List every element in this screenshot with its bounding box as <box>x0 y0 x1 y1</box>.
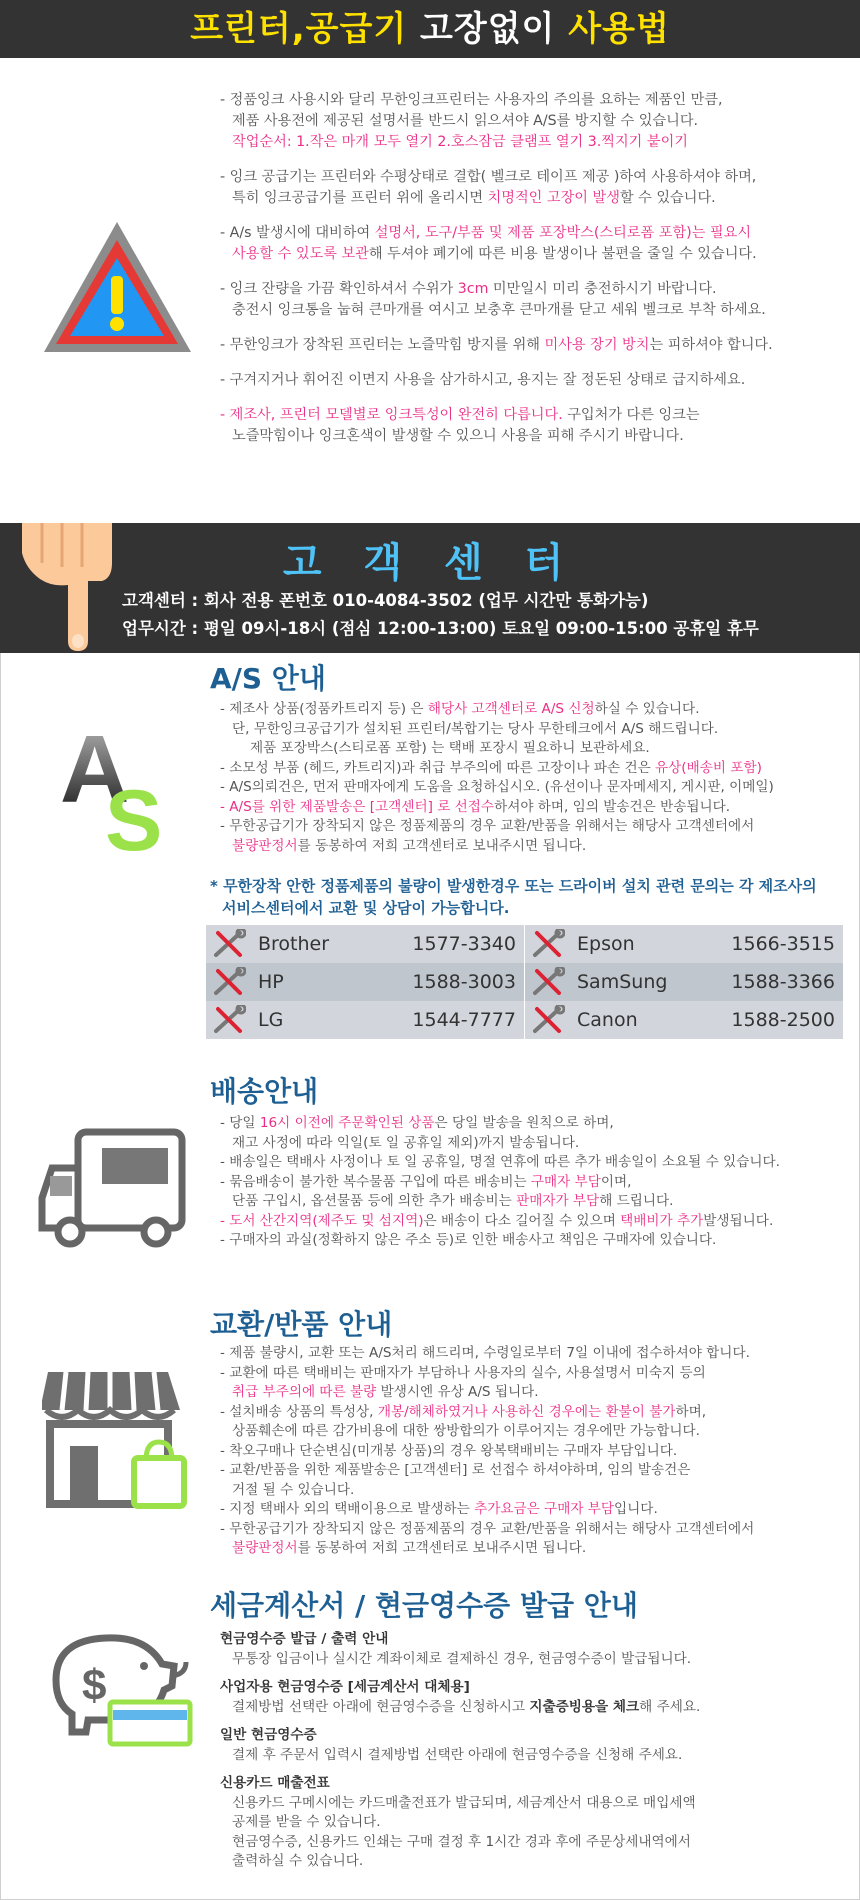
tools-icon <box>531 967 565 997</box>
note-text: - 잉크 잔량을 가끔 확인하셔서 수위가 3cm 미만일시 미리 충전하시기 바랍니다. <box>220 281 717 297</box>
tax-heading: 일반 현금영수증 <box>220 1727 317 1743</box>
maker-row <box>525 1001 843 1039</box>
exchange-title: 교환/반품 안내 <box>210 1308 393 1341</box>
note-text: 충전시 잉크통을 눕혀 큰마개를 여시고 보충후 큰마개를 닫고 세워 벨크로 부착 하세요. <box>232 302 766 318</box>
shipping-line: - 구매자의 과실(정확하지 않은 주소 등)로 인한 배송사고 책임은 구매자에 있습니다. <box>220 1232 717 1248</box>
as-line: - 소모성 부품 (헤드, 카트리지)과 취급 부주의에 따른 고장이나 파손 건은 유상(배송비 포함) <box>220 759 762 776</box>
tax-heading: 사업자용 현금영수증 [세금계산서 대체용] <box>220 1679 470 1695</box>
exchange-line: - 설치배송 상품의 특성상, 개봉/해체하였거나 사용하신 경우에는 환불이 불가하며, <box>220 1403 707 1420</box>
exchange-body <box>220 1344 830 1559</box>
as-line: - A/S의뢰건은, 먼저 판매자에게 도움을 요청하십시오. (유선이나 문자메세지, 게시판, 이메일) <box>220 779 774 795</box>
exchange-line: 거절 될 수 있습니다. <box>232 1481 355 1498</box>
maker-phone: 1588-2500 <box>731 1009 835 1031</box>
tools-icon <box>212 1005 246 1035</box>
caution-note <box>220 90 830 153</box>
exchange-line: - 교환/반품을 위한 제품발송은 [고객센터] 로 선접수 하셔야하며, 임의 발송건은 <box>220 1462 691 1478</box>
tax-line: 출력하실 수 있습니다. <box>232 1853 364 1869</box>
tools-icon <box>212 929 246 959</box>
maker-name: HP <box>258 971 284 993</box>
tools-icon <box>531 1005 565 1035</box>
as-line: - 제조사 상품(정품카트리지 등) 은 해당사 고객센터로 A/S 신청하실 수 있습니다. <box>220 701 700 717</box>
note-text: - 구겨지거나 휘어진 이면지 사용을 삼가하시고, 용지는 잘 정돈된 상태로 급지하세요. <box>220 372 746 388</box>
svg-text:S: S <box>105 773 163 852</box>
tax-line: 결제방법 선택란 아래에 현금영수증을 신청하시고 지출증빙용을 체크해 주세요. <box>232 1698 701 1715</box>
shipping-line: - 당일 16시 이전에 주문확인된 상품은 당일 발송을 원칙으로 하며, <box>220 1115 614 1131</box>
caution-note <box>220 167 830 209</box>
shipping-body <box>220 1114 830 1251</box>
maker-phone: 1566-3515 <box>731 933 835 955</box>
customer-center-banner <box>0 523 860 653</box>
tax-line: 공제를 받을 수 있습니다. <box>232 1814 381 1830</box>
note-text: - 잉크 공급기는 프린터와 수평상태로 결합( 벨크로 테이프 제공 )하여 사용하셔야 하며, <box>220 169 757 185</box>
tools-icon <box>531 929 565 959</box>
exchange-line: - 교환에 따른 택배비는 판매자가 부담하나 사용자의 실수, 사용설명서 미숙지 등의 <box>220 1364 706 1381</box>
caution-note <box>220 279 830 321</box>
as-maker-note <box>210 875 840 919</box>
exchange-line: 취급 부주의에 따른 불량 발생시엔 유상 A/S 됩니다. <box>232 1384 539 1400</box>
as-logo-icon <box>60 722 190 852</box>
shipping-line: - 배송일은 택배사 사정이나 토 일 공휴일, 명절 연휴에 따른 추가 배송일이 소요될 수 있습니다. <box>220 1154 780 1170</box>
tools-icon <box>212 967 246 997</box>
maker-name: Brother <box>258 933 330 955</box>
as-line: 단, 무한잉크공급기가 설치된 프린터/복합기는 당사 무한테크에서 A/S 해드립니다. <box>232 720 719 737</box>
banner-title-part1: 프린터,공급기 <box>190 9 408 49</box>
piggy-bank-card-icon <box>36 1620 196 1750</box>
exchange-line: - 제품 불량시, 교환 또는 A/S처리 해드리며, 수령일로부터 7일 이내에 접수하셔야 합니다. <box>220 1345 750 1361</box>
caution-note <box>220 405 830 447</box>
maker-name: Canon <box>577 1009 638 1031</box>
maker-row <box>206 925 524 963</box>
caution-section <box>0 58 860 523</box>
maker-table-right <box>525 925 843 1039</box>
tax-line: 현금영수증, 신용카드 인쇄는 구매 결정 후 1시간 경과 후에 주문상세내역에서 <box>232 1833 691 1850</box>
maker-name: Epson <box>577 933 635 955</box>
caution-note <box>220 335 830 356</box>
maker-row <box>206 963 524 1001</box>
exchange-line: 불량판정서를 동봉하여 저희 고객센터로 보내주시면 됩니다. <box>232 1540 587 1556</box>
caution-note <box>220 223 830 265</box>
as-title: A/S 안내 <box>210 662 326 695</box>
banner-title <box>190 9 670 49</box>
maker-name: SamSung <box>577 971 668 993</box>
tax-heading: 현금영수증 발급 / 출력 안내 <box>220 1631 389 1647</box>
as-note-line: 서비스센터에서 교환 및 상담이 가능합니다. <box>222 899 510 917</box>
note-text: 사용할 수 있도록 보관해 두셔야 폐기에 따른 비용 발생이나 불편을 줄일 수 있습니다. <box>232 246 757 262</box>
customer-center-phone: 고객센터 : 회사 전용 폰번호 010-4084-3502 (업무 시간만 통화가능) <box>122 591 649 610</box>
maker-name: LG <box>258 1009 284 1031</box>
as-line: - A/S를 위한 제품발송은 [고객센터] 로 선접수하셔야 하며, 임의 발송건은 반송됩니다. <box>220 798 731 815</box>
note-text: 제품 사용전에 제공된 설명서를 반드시 읽으셔야 A/S를 방지할 수 있습니다. <box>232 113 699 129</box>
shipping-title: 배송안내 <box>210 1075 319 1108</box>
maker-row <box>206 1001 524 1039</box>
shipping-line: - 도서 산간지역(제주도 및 섬지역)은 배송이 다소 길어질 수 있으며 택배비가 추가발생됩니다. <box>220 1212 774 1229</box>
as-body <box>220 700 830 856</box>
note-text: - A/s 발생시에 대비하여 설명서, 도구/부품 및 제품 포장박스(스티로폼 포함)는 필요시 <box>220 225 752 241</box>
caution-notes <box>220 90 830 461</box>
tax-line: 무통장 입금이나 실시간 계좌이체로 결제하신 경우, 현금영수증이 발급됩니다. <box>232 1650 692 1667</box>
shipping-line: 재고 사정에 따라 익일(토 일 공휴일 제외)까지 발송됩니다. <box>232 1134 580 1151</box>
customer-center-title: 고 객 센 터 <box>282 540 578 586</box>
shipping-line: 단품 구입시, 옵션물품 등에 의한 추가 배송비는 판매자가 부담해 드립니다. <box>232 1193 674 1209</box>
maker-phone: 1588-3003 <box>412 971 516 993</box>
banner-title-part3: 사용법 <box>568 9 670 49</box>
svg-text:A: A <box>60 722 130 823</box>
work-order-text: 작업순서: 1.작은 마개 모두 열기 2.호스잠금 클램프 열기 3.찍지기 붙이기 <box>232 134 689 150</box>
note-text: 노즐막힘이나 잉크혼색이 발생할 수 있으니 사용을 피해 주시기 바랍니다. <box>232 428 684 444</box>
note-text: 특히 잉크공급기를 프린터 위에 올리시면 치명적인 고장이 발생할 수 있습니다. <box>232 190 716 206</box>
as-line: 불량판정서를 동봉하여 저희 고객센터로 보내주시면 됩니다. <box>232 837 587 854</box>
exchange-line: 상품훼손에 따른 감가비용에 대한 쌍방합의가 이루어지는 경우에만 가능합니다. <box>232 1423 700 1439</box>
warning-triangle-icon <box>40 218 195 358</box>
maker-row <box>525 963 843 1001</box>
maker-phone: 1544-7777 <box>412 1009 516 1031</box>
maker-row <box>525 925 843 963</box>
shipping-line: - 묶음배송이 불가한 복수물품 구입에 따른 배송비는 구매자 부담이며, <box>220 1173 632 1190</box>
as-line: - 무한공급기가 장착되지 않은 정품제품의 경우 교환/반품을 위해서는 해당사 고객센터에서 <box>220 818 755 834</box>
tax-line: 결제 후 주문서 입력시 결제방법 선택란 아래에 현금영수증을 신청해 주세요. <box>232 1746 683 1763</box>
banner-title-part2: 고장없이 <box>420 9 556 49</box>
note-text: - 제조사, 프린터 모델별로 잉크특성이 완전히 다릅니다. 구입처가 다른 잉크는 <box>220 407 700 423</box>
exchange-line: - 무한공급기가 장착되지 않은 정품제품의 경우 교환/반품을 위해서는 해당사 고객센터에서 <box>220 1520 755 1537</box>
top-banner <box>0 0 860 58</box>
store-shopping-bag-icon <box>42 1364 192 1514</box>
note-text: - 무한잉크가 장착된 프린터는 노즐막힘 방지를 위해 미사용 장기 방치는 피하셔야 합니다. <box>220 337 773 353</box>
note-text: - 정품잉크 사용시와 달리 무한잉크프린터는 사용자의 주의를 요하는 제품인 만큼, <box>220 92 723 108</box>
exchange-line: - 지정 택배사 외의 택배이용으로 발생하는 추가요금은 구매자 부담입니다. <box>220 1501 658 1517</box>
maker-table-left <box>206 925 524 1039</box>
tax-title: 세금계산서 / 현금영수증 발급 안내 <box>210 1589 638 1622</box>
as-line: 제품 포장박스(스티로폼 포함) 는 택배 포장시 필요하니 보관하세요. <box>250 740 650 756</box>
as-note-line: * 무한장착 안한 정품제품의 불량이 발생한경우 또는 드라이버 설치 관련 문의는 각 제조사의 <box>210 877 817 895</box>
tax-heading: 신용카드 매출전표 <box>220 1775 330 1791</box>
tax-body <box>220 1630 830 1872</box>
caution-note <box>220 370 830 391</box>
tax-line: 신용카드 구메시에는 카드매출전표가 발급되며, 세금계산서 대용으로 매입세액 <box>232 1794 696 1811</box>
maker-phone: 1588-3366 <box>731 971 835 993</box>
customer-center-hours: 업무시간 : 평일 09시-18시 (점심 12:00-13:00) 토요일 09:00-15:00 공휴일 휴무 <box>122 619 759 638</box>
exchange-line: - 착오구매나 단순변심(미개봉 상품)의 경우 왕복택배비는 구매자 부담입니다. <box>220 1442 678 1459</box>
svg-text:$: $ <box>82 1661 107 1710</box>
delivery-truck-icon <box>38 1128 188 1248</box>
maker-phone: 1577-3340 <box>412 933 516 955</box>
